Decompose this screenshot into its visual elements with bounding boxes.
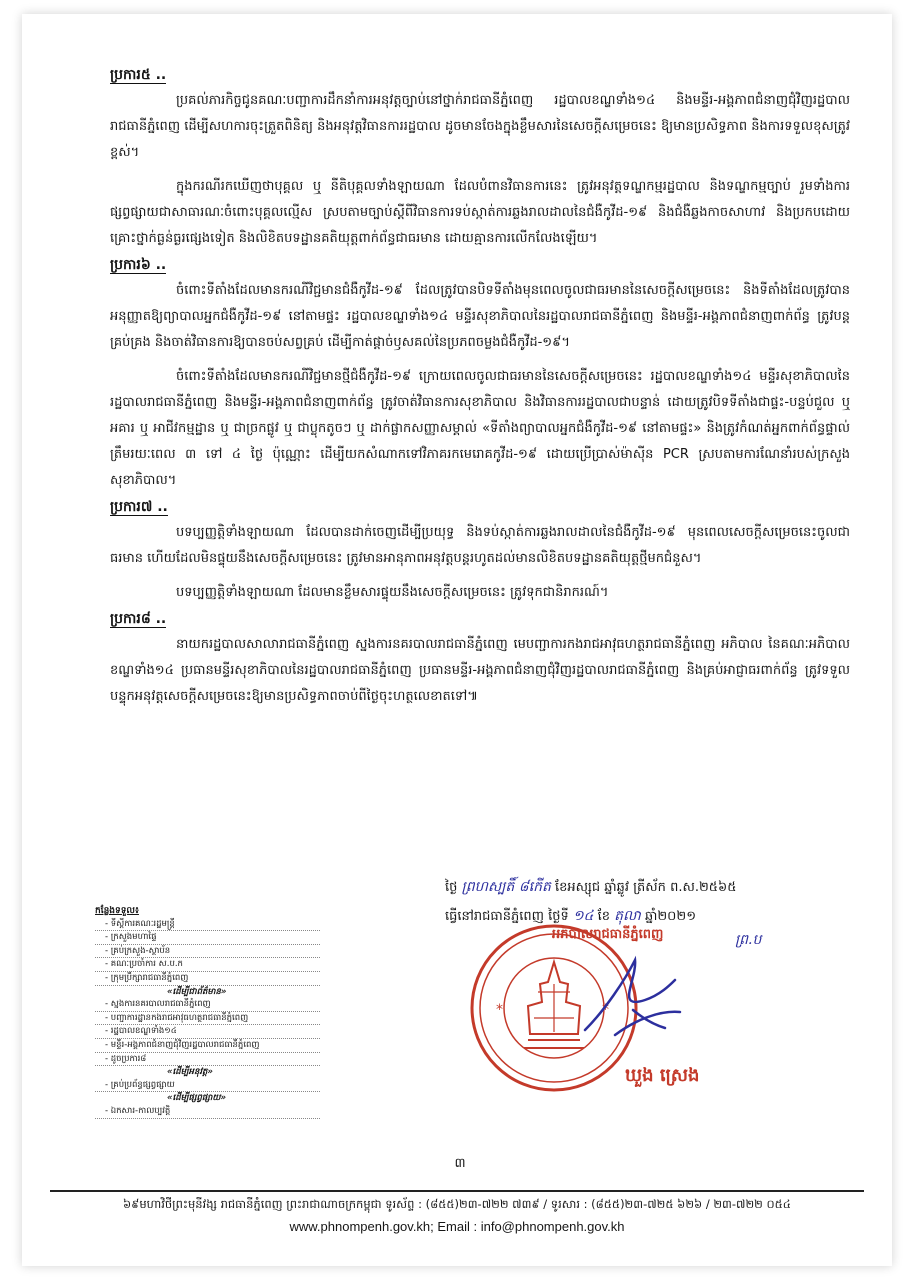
recipient-item: - ទីស្តីការគណៈរដ្ឋមន្ត្រី — [95, 918, 320, 932]
page-number: ៣ — [454, 1156, 466, 1171]
recipients-list — [95, 905, 355, 1119]
seal-org-title: អភិបាលរាជធានីភ្នំពេញ — [552, 927, 664, 942]
place-date-prefix: ធ្វើនៅរាជធានីភ្នំពេញ ថ្ងៃទី — [445, 909, 569, 924]
signature-icon — [575, 940, 685, 1050]
article-6-heading: ប្រការ៦ .. — [110, 257, 167, 273]
year: ឆ្នាំ២០២១ — [644, 909, 697, 924]
svg-text:*: * — [496, 1002, 503, 1018]
recipient-purpose: «ដើម្បីផ្សព្វផ្សាយ» — [167, 1093, 226, 1104]
recipient-item: - គ្រប់ប្រព័ន្ធផ្សព្វផ្សាយ — [95, 1079, 320, 1093]
article-6-paragraph-1: ចំពោះទីតាំងដែលមានករណីវិជ្ជមានជំងឺកូវីដ-១៩ ដែលត្រូវបានបិទទីតាំងមុនពេលចូលជាធរមាននៃសេចក្តីសម្រេចនេះ និងទីតាំងដែលត្រូវបានអនុញ្ញាតឱ្យព្យាបាលអ្នកជំងឺកូវីដ-១៩ នៅតាមផ្ទះ រដ្ឋបាលខណ្ឌទាំង១៤ មន្ទីរសុខាភិបាលនៃរដ្ឋបាលរាជធានីភ្នំពេញ និងមន្ទីរ-អង្គភាពជំនាញពាក់ព័ន្ធ ត្រូវបន្តគ្រប់គ្រង និងចាត់វិធានការឱ្យបានចប់សព្វគ្រប់ ដើម្បីកាត់ផ្តាច់ឫសគល់នៃប្រភពចម្លងជំងឺកូវីដ-១៩។ — [110, 283, 850, 350]
recipient-item: - ក្រសួងមហាផ្ទៃ — [95, 931, 320, 945]
footer-website: www.phnompenh.gov.kh; Email : info@phnompenh.gov.kh — [289, 1219, 625, 1234]
recipient-item: - មន្ទីរ-អង្គភាពជំនាញជុំវិញរដ្ឋបាលរាជធានីភ្នំពេញ — [95, 1039, 320, 1053]
recipient-item: - ឯកសារ-កាលប្បវត្តិ — [95, 1105, 320, 1119]
signer-name: ឃួង ស្រេង — [625, 1065, 700, 1086]
recipient-item: - ក្រុមប្រឹក្សារាជធានីភ្នំពេញ — [95, 972, 320, 986]
lunar-date-line — [445, 873, 865, 902]
recipient-item: - ស្នងការនគរបាលរាជធានីភ្នំពេញ — [95, 998, 320, 1012]
article-5-paragraph-1: ប្រគល់ភារកិច្ចជូនគណៈបញ្ជាការដឹកនាំការអនុវត្តច្បាប់នៅថ្នាក់រាជធានីភ្នំពេញ រដ្ឋបាលខណ្ឌទាំង១៤ និងមន្ទីរ-អង្គភាពជំនាញជុំវិញរដ្ឋបាលរាជធានីភ្នំពេញ ដើម្បីសហការចុះត្រួតពិនិត្យ និងអនុវត្តវិធានការរដ្ឋបាល ដូចមានចែងក្នុងខ្លឹមសារនៃសេចក្តីសម្រេចនេះ ឱ្យមានប្រសិទ្ធភាព និងការទទួលខុសត្រូវខ្ពស់។ — [110, 93, 850, 160]
document-body — [110, 62, 850, 710]
date-prefix: ថ្ងៃ — [445, 880, 458, 895]
recipient-purpose: «ដើម្បីជាព័ត៌មាន» — [167, 986, 227, 997]
seal-org-mark: ព្រ.ប — [735, 932, 762, 948]
article-5-paragraph-2: ក្នុងករណីរកឃើញថាបុគ្គល ឬ នីតិបុគ្គលទាំងឡាយណា ដែលបំពានវិធានការនេះ ត្រូវអនុវត្តទណ្ឌកម្មរដ្ឋបាល និងទណ្ឌកម្មច្បាប់ រួមទាំងការផ្សព្វផ្សាយជាសាធារណៈចំពោះបុគ្គលល្មើស ស្របតាមច្បាប់ស្តីពីវិធានការទប់ស្កាត់ការឆ្លងរាលដាលនៃជំងឺកូវីដ-១៩ និងជំងឺឆ្លងកាចសាហាវ និងប្រកបដោយគ្រោះថ្នាក់ធ្ងន់ធ្ងរផ្សេងទៀត និងលិខិតបទដ្ឋានគតិយុត្តពាក់ព័ន្ធជាធរមាន ដោយគ្មានការលើកលែងឡើយ។ — [110, 179, 850, 246]
recipient-item: - គណៈប្រចាំការ ស.ប.ក — [95, 958, 320, 972]
article-7-paragraph-2: បទប្បញ្ញត្តិទាំងឡាយណា ដែលមានខ្លឹមសារផ្ទុយនឹងសេចក្តីសម្រេចនេះ ត្រូវទុកជានិរាករណ៍។ — [176, 585, 609, 600]
article-8-paragraph-1: នាយករដ្ឋបាលសាលារាជធានីភ្នំពេញ ស្នងការនគរបាលរាជធានីភ្នំពេញ មេបញ្ជាការកងរាជអាវុធហត្ថរាជធានីភ្នំពេញ អភិបាល នៃគណៈអភិបាលខណ្ឌទាំង១៤ ប្រធានមន្ទីរសុខាភិបាលនៃរដ្ឋបាលរាជធានីភ្នំពេញ ប្រធានមន្ទីរ-អង្គភាពជំនាញជុំវិញរដ្ឋបាលរាជធានីភ្នំពេញ និងគ្រប់អាជ្ញាធរពាក់ព័ន្ធ ត្រូវទទួលបន្ទុកអនុវត្តសេចក្តីសម្រេចនេះឱ្យមានប្រសិទ្ធភាពចាប់ពីថ្ងៃចុះហត្ថលេខាតទៅ៕ — [110, 637, 850, 704]
handwritten-month: តុលា — [614, 908, 641, 924]
handwritten-lunar-day: ព្រហស្បតិ៍ ៨កើត — [461, 879, 551, 895]
recipient-item: - រដ្ឋបាលខណ្ឌទាំង១៤ — [95, 1025, 320, 1039]
lunar-month-year: ខែអស្សុជ ឆ្នាំឆ្លូវ ត្រីស័ក ព.ស.២៥៦៥ — [555, 880, 737, 895]
recipient-item: - បញ្ជាការដ្ឋានកងរាជអាវុធហត្ថរាជធានីភ្នំពេញ — [95, 1012, 320, 1026]
article-8-heading: ប្រការ៨ .. — [110, 611, 167, 627]
recipient-item: - ដូចប្រការ៨ — [95, 1053, 320, 1067]
recipient-item: - គ្រប់ក្រសួង-ស្ថាប័ន — [95, 945, 320, 959]
recipients-title: កន្លែងទទួល៖ — [95, 906, 139, 916]
article-7-heading: ប្រការ៧ .. — [110, 499, 168, 515]
recipient-purpose: «ដើម្បីអនុវត្ត» — [167, 1067, 213, 1078]
svg-text:*: * — [602, 1002, 609, 1018]
handwritten-day: ១៤ — [572, 908, 594, 924]
article-5-heading: ប្រការ៥ .. — [110, 67, 167, 83]
footer-divider — [50, 1190, 864, 1192]
footer-address: ៦៩មហាវិថីព្រះមុនីវង្ស រាជធានីភ្នំពេញ ព្រះរាជាណាចក្រកម្ពុជា ទូរស័ព្ទ : (៨៥៥)២៣-៧២២ ៧៣៩ / ទូរសារ : (៨៥៥)២៣-៧២៥ ៦២៦ / ២៣-៧២២ ០៥៤ — [123, 1197, 791, 1211]
article-7-paragraph-1: បទប្បញ្ញត្តិទាំងឡាយណា ដែលបានដាក់ចេញដើម្បីប្រយុទ្ធ និងទប់ស្កាត់ការឆ្លងរាលដាលនៃជំងឺកូវីដ-១៩ មុនពេលសេចក្តីសម្រេចនេះចូលជាធរមាន ហើយដែលមិនផ្ទុយនឹងសេចក្តីសម្រេចនេះ ត្រូវមានអានុភាពអនុវត្តបន្តរហូតដល់មានលិខិតបទដ្ឋានគតិយុត្តថ្មីមកជំនួស។ — [110, 525, 850, 566]
month-label: ខែ — [597, 909, 610, 924]
article-6-paragraph-2: ចំពោះទីតាំងដែលមានករណីវិជ្ជមានថ្មីជំងឺកូវីដ-១៩ ក្រោយពេលចូលជាធរមាននៃសេចក្តីសម្រេចនេះ រដ្ឋបាលខណ្ឌទាំង១៤ មន្ទីរសុខាភិបាលនៃរដ្ឋបាលរាជធានីភ្នំពេញ និងមន្ទីរ-អង្គភាពជំនាញពាក់ព័ន្ធ ត្រូវចាត់វិធានការសុខាភិបាល និងវិធានការរដ្ឋបាលជាបន្ទាន់ ដោយត្រូវបិទទីតាំងជាផ្ទះ-បន្ទប់ជួល ឬ អគារ ឬ អាជីវកម្មដ្ឋាន ឬ ជាច្រកផ្លូវ ឬ ជាប្លុកតូចៗ ឬ ដាក់ផ្លាកសញ្ញាសម្គាល់ «ទីតាំងព្យាបាលអ្នកជំងឺកូវីដ-១៩ នៅតាមផ្ទះ» និងត្រូវកំណត់អ្នកពាក់ព័ន្ធផ្ទាល់ ត្រឹមរយៈពេល ៣ ទៅ ៤ ថ្ងៃ ប៉ុណ្ណោះ ដើម្បីយកសំណាកទៅវិភាគរកមេរោគកូវីដ-១៩ ដោយប្រើប្រាស់ម៉ាស៊ីន PCR ស្របតាមការណែនាំរបស់ក្រសួងសុខាភិបាល។ — [110, 369, 850, 488]
